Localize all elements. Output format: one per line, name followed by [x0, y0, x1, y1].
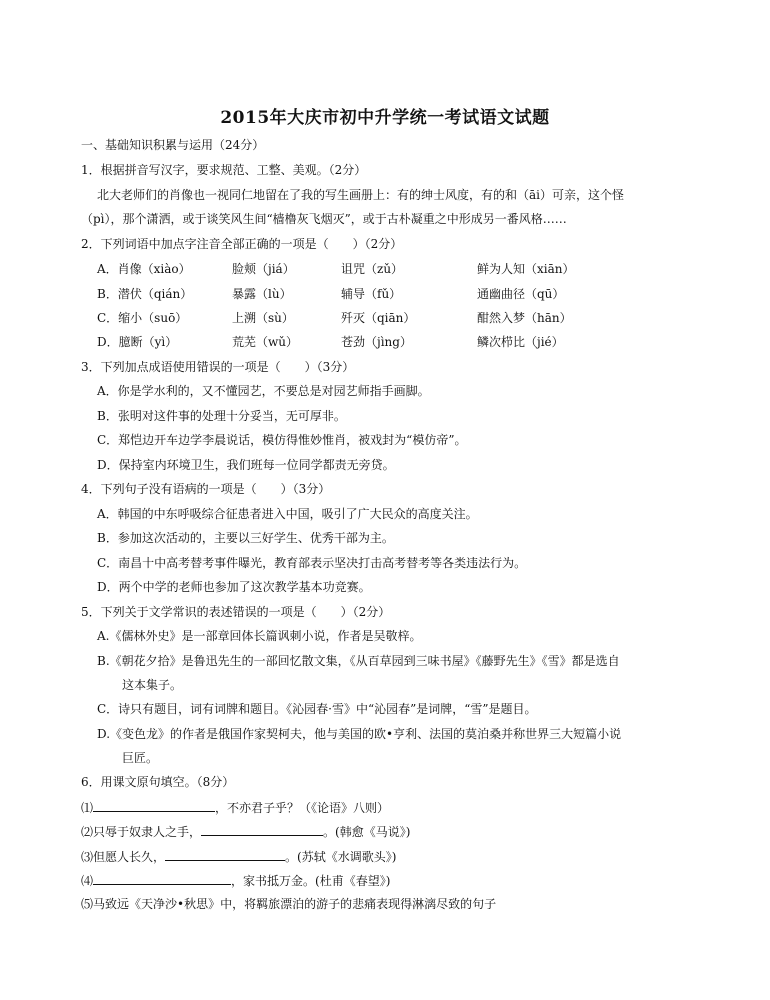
answer-blank[interactable] — [165, 847, 285, 861]
question-5-stem: 5．下列关于文学常识的表述错误的一项是（ ）（2分） — [81, 605, 391, 619]
answer-blank[interactable] — [201, 822, 323, 836]
fill-blank-item — [81, 871, 390, 890]
question-5-option-d: D.《变色龙》的作者是俄国作家契柯夫，他与美国的欧•亨利、法国的莫泊桑并称世界三大短篇小说 — [97, 727, 622, 741]
option-word: 暴露（lù） — [232, 287, 292, 301]
fill-blank-item — [81, 798, 389, 817]
option-word: 辅导（fǔ） — [341, 287, 402, 301]
option-word: C．缩小（suō） — [97, 311, 188, 325]
option-word: 苍劲（jìng） — [341, 335, 412, 349]
option-word: 歼灭（qiān） — [341, 311, 416, 325]
question-1-stem: 1．根据拼音写汉字，要求规范、工整、美观。（2分） — [81, 163, 367, 177]
item-suffix: 。(韩愈《马说》) — [323, 825, 411, 839]
question-1-passage-line-1: 北大老师们的肖像也一视同仁地留在了我的写生画册上：有的绅士风度，有的和（āi）可亲，这个怪 — [97, 188, 624, 202]
fill-blank-item — [81, 895, 496, 913]
question-6-stem: 6．用课文原句填空。（8分） — [81, 775, 235, 789]
question-3-option-b: B．张明对这件事的处理十分妥当，无可厚非。 — [97, 409, 346, 423]
question-4-option-a: A．韩国的中东呼吸综合征患者进入中国，吸引了广大民众的高度关注。 — [97, 507, 478, 521]
option-word: 诅咒（zǔ） — [341, 262, 404, 276]
question-5-option-d-continued: 巨匠。 — [122, 751, 159, 765]
question-4-option-c: C．南昌十中高考替考事件曝光，教育部表示坚决打击高考替考等各类违法行为。 — [97, 556, 527, 570]
page-title: 2015年大庆市初中升学统一考试语文试题 — [220, 108, 550, 128]
fill-blank-item — [81, 822, 410, 841]
option-word: 上溯（sù） — [232, 311, 294, 325]
option-word: A．肖像（xiào） — [97, 262, 191, 276]
question-4-stem: 4．下列句子没有语病的一项是（ ）（3分） — [81, 482, 331, 496]
question-5-option-b-continued: 这本集子。 — [122, 678, 183, 692]
item-suffix: ，不亦君子乎？（《论语》八则） — [215, 801, 390, 815]
option-word: 荒芜（wǔ） — [232, 335, 299, 349]
option-word: D．臆断（yì） — [97, 335, 178, 349]
question-5-option-c: C．诗只有题目，词有词牌和题目。《沁园春·雪》中“沁园春”是词牌，“雪”是题目。 — [97, 702, 537, 716]
option-word: 鲜为人知（xiān） — [477, 262, 575, 276]
fill-blank-item — [81, 847, 396, 866]
question-3-stem: 3．下列加点成语使用错误的一项是（ ）（3分） — [81, 360, 355, 374]
question-5-option-a: A.《儒林外史》是一部章回体长篇讽刺小说，作者是吴敬梓。 — [97, 629, 422, 643]
item-prefix: ⑵只辱于奴隶人之手， — [81, 825, 202, 839]
question-2-stem: 2．下列词语中加点字注音全部正确的一项是（ ）（2分） — [81, 237, 403, 251]
item-prefix: ⑸马致远《天净沙•秋思》中，将羁旅漂泊的游子的悲痛表现得淋漓尽致的句子 — [81, 897, 497, 911]
item-suffix: 。(苏轼《水调歌头》) — [285, 850, 397, 864]
option-word: 酣然入梦（hān） — [477, 311, 572, 325]
item-prefix: ⑶但愿人长久， — [81, 850, 166, 864]
section-heading: 一、基础知识积累与运用（24分） — [81, 138, 265, 152]
question-3-option-c: C．郑恺边开车边学李晨说话，模仿得惟妙惟肖，被戏封为“模仿帝”。 — [97, 433, 467, 447]
question-5-option-b: B.《朝花夕拾》是鲁迅先生的一部回忆散文集，《从百草园到三味书屋》《藤野先生》《雪》都是选自 — [97, 654, 620, 668]
option-word: 鳞次栉比（jié） — [477, 335, 564, 349]
option-word: B．潜伏（qián） — [97, 287, 193, 301]
item-suffix: ，家书抵万金。(杜甫《春望》) — [231, 874, 391, 888]
question-4-option-b: B．参加这次活动的，主要以三好学生、优秀干部为主。 — [97, 531, 394, 545]
question-3-option-d: D．保持室内环境卫生，我们班每一位同学都责无旁贷。 — [97, 458, 395, 472]
answer-blank[interactable] — [93, 798, 215, 812]
question-3-option-a: A．你是学水利的，又不懂园艺，不要总是对园艺师指手画脚。 — [97, 384, 430, 398]
item-prefix: ⑴ — [81, 801, 94, 815]
option-word: 通幽曲径（qū） — [477, 287, 565, 301]
question-1-passage-line-2: （pì），那个潇洒，或于谈笑风生间“樯橹灰飞烟灭”，或于古朴凝重之中形成另一番风格…… — [81, 212, 567, 226]
option-word: 脸颊（jiá） — [232, 262, 295, 276]
item-prefix: ⑷ — [81, 874, 94, 888]
question-4-option-d: D．两个中学的老师也参加了这次教学基本功竞赛。 — [97, 580, 371, 594]
answer-blank[interactable] — [93, 871, 231, 885]
